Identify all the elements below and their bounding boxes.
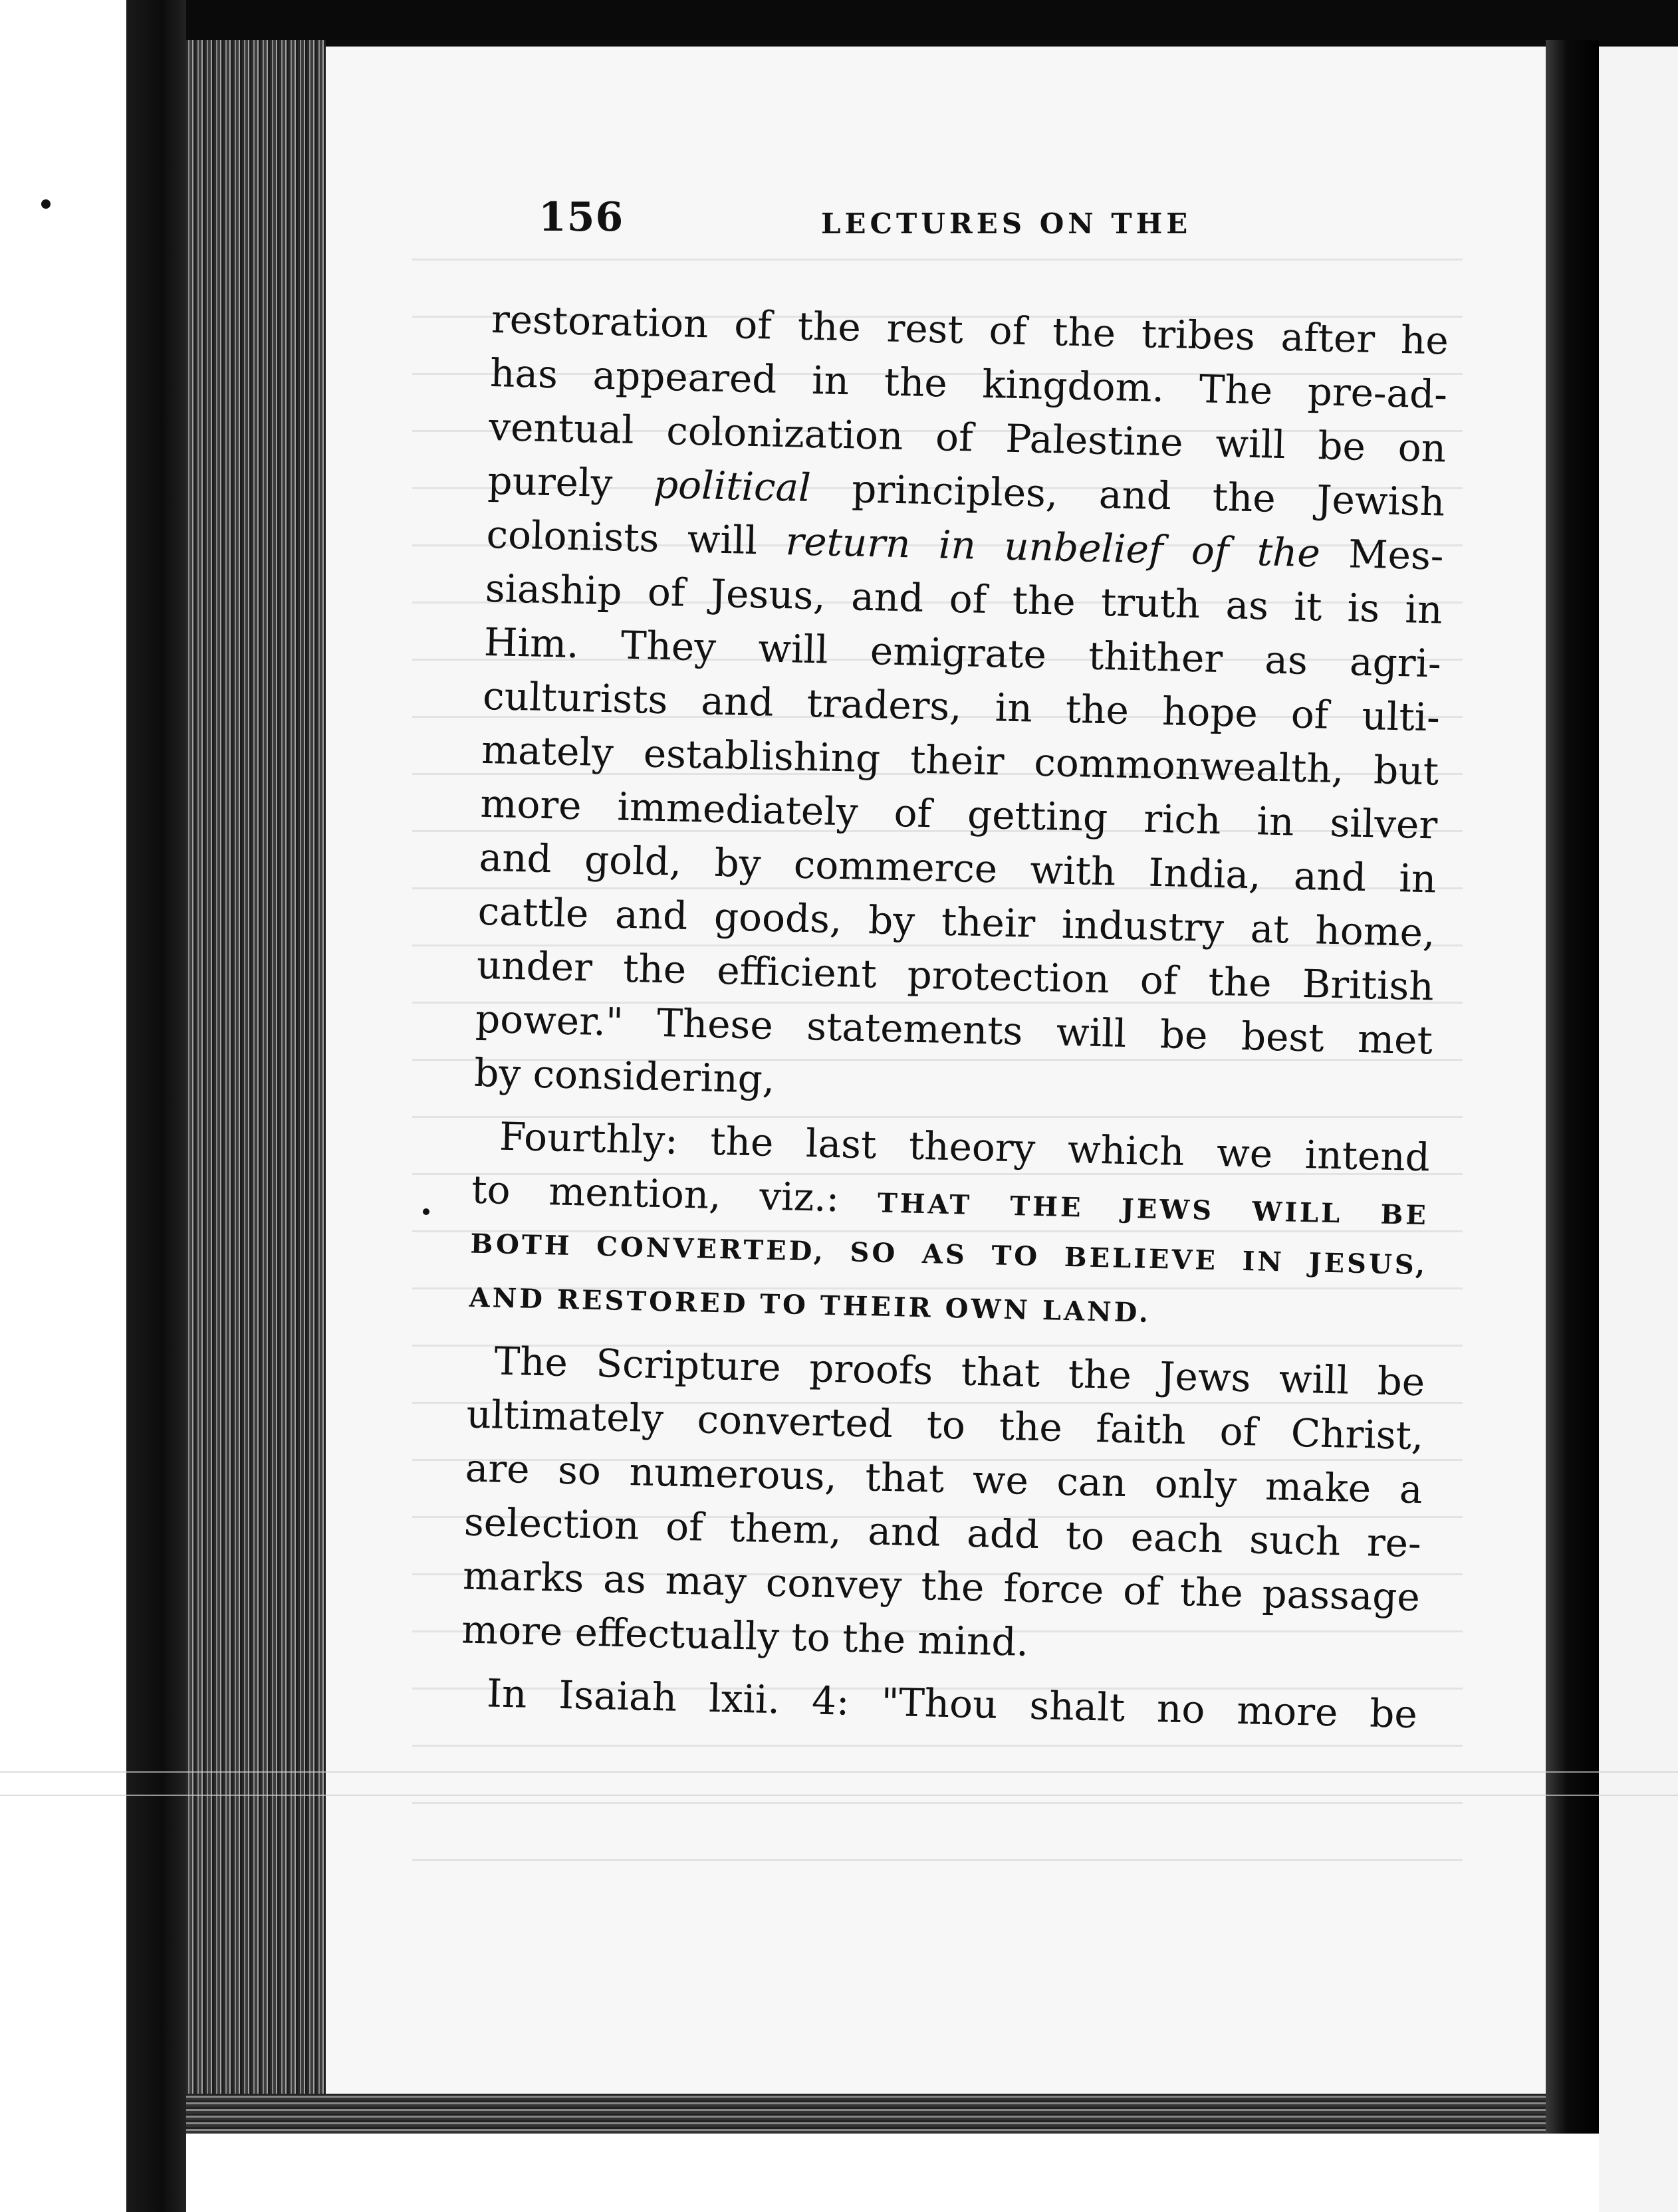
dust-speck xyxy=(423,1208,429,1215)
text-line: power." These statements will be best met xyxy=(475,996,1433,1063)
page-number: 156 xyxy=(539,194,624,241)
text-line: restoration of the rest of the tribes after he xyxy=(491,296,1449,364)
running-head xyxy=(519,194,1250,254)
text-run: colonists will xyxy=(485,511,786,564)
italic-run: return in unbelief of the xyxy=(784,518,1321,576)
book-bottom-edge xyxy=(186,2094,1596,2134)
italic-run: political xyxy=(653,461,812,510)
scan-artifact-line xyxy=(0,1795,1678,1796)
text-line: mately establishing their commonwealth, but xyxy=(481,726,1439,794)
text-line: by considering, xyxy=(473,1050,776,1102)
text-line: selection of them, and add to each such re- xyxy=(463,1499,1422,1567)
text-line: culturists and traders, in the hope of ulti- xyxy=(482,673,1441,740)
text-line: under the efficient protection of the British xyxy=(476,942,1435,1010)
facing-page-edge xyxy=(1599,47,1678,2212)
text-line: and gold, by commerce with India, and in xyxy=(478,834,1437,902)
dust-speck xyxy=(41,199,51,209)
running-title: LECTURES ON THE xyxy=(821,207,1192,240)
small-caps-line: BOTH CONVERTED, SO AS TO BELIEVE IN JESUS, xyxy=(469,1228,1428,1281)
book-gutter xyxy=(1546,40,1599,2134)
text-line: more immediately of getting rich in silver xyxy=(479,780,1438,848)
text-line: more effectually to the mind. xyxy=(461,1606,1029,1665)
text-line: has appeared in the kingdom. The pre-ad- xyxy=(489,350,1448,417)
scanner-border-top xyxy=(126,0,1678,47)
text-line: are so numerous, that we can only make a xyxy=(465,1445,1423,1513)
text-line: cattle and goods, by their industry at home, xyxy=(477,888,1436,956)
text-line: marks as may convey the force of the passage xyxy=(462,1553,1421,1620)
small-caps-run: THAT THE JEWS WILL BE xyxy=(877,1187,1429,1232)
text-line: ultimately converted to the faith of Christ, xyxy=(465,1391,1425,1459)
text-run: Mes- xyxy=(1320,530,1445,579)
text-line: siaship of Jesus, and of the truth as it is in xyxy=(485,565,1443,633)
text-line: The Scripture proofs that the Jews will be xyxy=(493,1338,1425,1405)
book-fore-edge xyxy=(186,40,326,2127)
text-run: purely xyxy=(487,457,654,507)
body-text xyxy=(459,292,1449,1741)
text-line: Fourthly: the last theory which we intend xyxy=(499,1113,1431,1180)
text-line: In Isaiah lxii. 4: "Thou shalt no more be xyxy=(486,1670,1418,1737)
small-caps-line: AND RESTORED TO THEIR OWN LAND. xyxy=(469,1281,1151,1329)
scan-artifact-line xyxy=(0,1771,1678,1773)
text-line: Him. They will emigrate thither as agri- xyxy=(483,619,1442,687)
text-line: ventual colonization of Palestine will be on xyxy=(488,403,1447,471)
text-run: principles, and the Jewish xyxy=(810,465,1445,525)
scanner-border-left xyxy=(126,0,186,2212)
text-run: to mention, viz.: xyxy=(471,1166,878,1222)
